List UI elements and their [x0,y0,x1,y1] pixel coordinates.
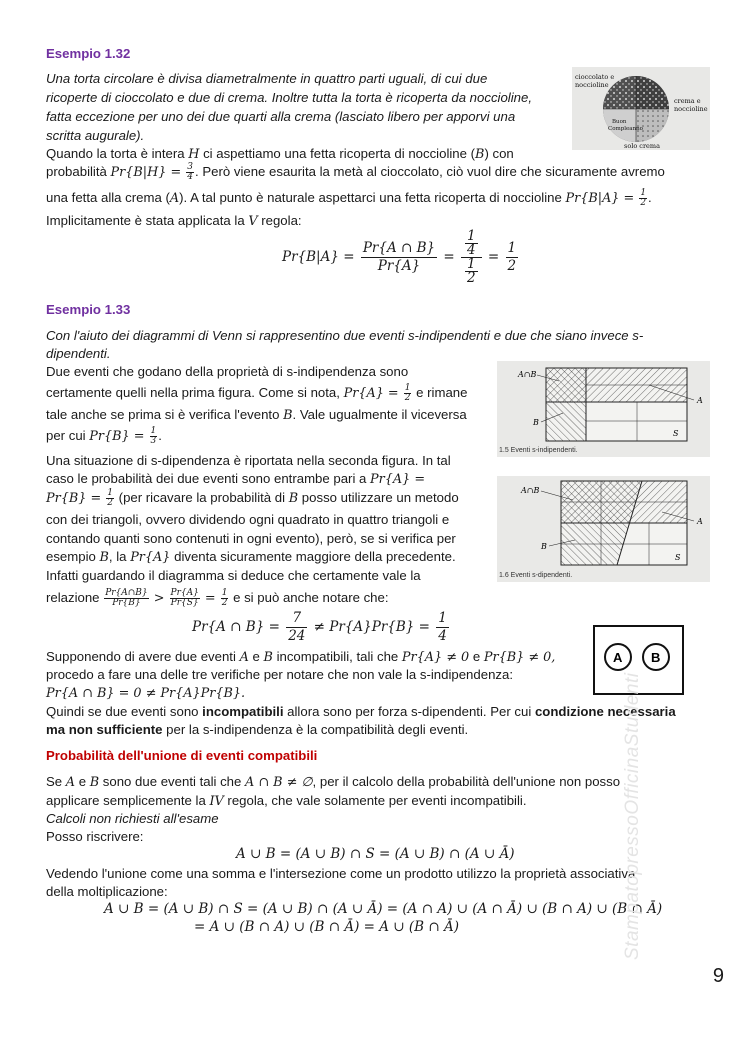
ex132-statement-line-4: scritta augurale). [46,128,145,143]
fig2-caption: 1.6 Eventi s-dipendenti. [499,572,573,579]
conditional-probability-equation: Pr{B|A} = $\frac{Pr\{A \cap B\}}{Pr\{A\}}$ = $\frac{\frac{1}{4}}{\frac{1}{2}}$ = $\frac{1}{2}$ [282,228,517,286]
ex133-text-line-8: con dei triangoli, ovvero dividendo ogni quadrato in quattro triangoli e [46,512,450,527]
cake-label-buon: Buon [612,119,627,125]
venn-figure-s-dependent [497,476,710,582]
cake-label-crema: crema e [674,97,701,105]
ex133-text-line-17: ma non sufficiente per la s-indipendenza è la compatibilità degli eventi. [46,722,469,737]
ex133-text-line-12: relazione $\frac{Pr\{A\cap B\}}{Pr\{B\}}$ > $\frac{Pr\{A\}}{Pr\{S\}}$ = $\frac{1}{2}$ e si può anche notare che: [46,588,389,609]
fig2-label-a: A [697,517,703,526]
union-text-line-5: Vedendo l'unione come una somma e l'intersezione come un prodotto utilizzo la proprietà associativa [46,866,636,881]
ex132-text-line-7: una fetta alla crema (A). A tal punto è naturale aspettarci una fetta ricoperta di noccioline Pr{B|A} = $\frac{1}{2}$ . [46,188,652,209]
cake-label-cioccolato: cioccolato e [575,73,615,81]
ex133-text-line-15: Pr{A ∩ B} = 0 ≠ Pr{A}Pr{B}. [46,686,246,701]
fig2-label-b: B [541,542,547,551]
union-equation-2: A ∪ B = (A ∪ B) ∩ S = (A ∪ B) ∩ (A ∪ Ā) = (A ∩ A) ∪ (A ∩ Ā) ∪ (B ∩ A) ∪ (B ∩ Ā) [104,901,663,917]
ex133-statement-line-2: dipendenti. [46,346,111,361]
fig1-label-b: B [533,418,539,427]
ex132-text-line-8: Implicitamente è stata applicata la V regola: [46,213,302,229]
ex133-text-line-4: per cui Pr{B} = $\frac{1}{3}$ . [46,426,162,447]
ex132-statement-line-1: Una torta circolare è divisa diametralmente in quattro parti uguali, di cui due [46,71,488,86]
venn-figure-s-independent [497,361,710,457]
ex132-text-line-6: probabilità Pr{B|H} = $\frac{3}{4}$ . Però viene esaurita la metà al cioccolato, ciò vuol dire che sicuramente avremo [46,162,665,183]
union-text-line-4: Posso riscrivere: [46,829,144,844]
cake-label-noccioline-1: noccioline [575,81,609,89]
ex133-text-line-3: tale anche se prima si è verifica l'evento B. Vale ugualmente il viceversa [46,407,467,423]
incompatible-label-b: B [651,650,661,665]
fig2-label-s: S [675,553,681,562]
page-number: 9 [712,965,724,987]
ex132-statement-line-2: ricoperte di cioccolato e due di crema. Inoltre tutta la torta è ricoperta da noccioline, [46,90,532,105]
union-equation-3: = A ∪ (B ∩ A) ∪ (B ∩ Ā) = A ∪ (B ∩ Ā) [194,919,459,935]
fig1-caption: 1.5 Eventi s-indipendenti. [499,447,578,454]
fig1-label-a-cap-b: A∩B [518,370,537,379]
union-text-line-1: Se A e B sono due eventi tali che A ∩ B ≠ ∅, per il calcolo della probabilità dell'unione non posso [46,774,621,790]
ex133-text-line-9: contando quanti sono contenuti in ogni evento), però, se si verifica per [46,531,456,546]
union-text-line-2: applicare semplicemente la IV regola, che vale solamente per eventi incompatibili. [46,793,527,809]
ex133-text-line-7: Pr{B} = $\frac{1}{2}$ (per ricavare la probabilità di B posso utilizzare un metodo [46,488,459,509]
union-text-line-6: della moltiplicazione: [46,884,168,899]
cake-label-solo-crema: solo crema [624,142,660,150]
example-1-33-heading: Esempio 1.33 [46,302,131,317]
ex133-statement-line-1: Con l'aiuto dei diagrammi di Venn si rappresentino due eventi s-indipendenti e due che siano invece s- [46,328,644,343]
ex132-statement-line-3: fatta eccezione per uno dei due quarti alla crema (lasciato libero per apporvi una [46,109,516,124]
ex133-text-line-13: Supponendo di avere due eventi A e B incompatibili, tali che Pr{A} ≠ 0 e Pr{B} ≠ 0, [46,649,556,665]
cake-label-noccioline-2: noccioline [674,105,708,113]
dependence-equation: Pr{A ∩ B} = $\frac{7}{24}$ ≠ Pr{A}Pr{B} = $\frac{1}{4}$ [192,610,447,644]
ex133-text-line-2: certamente quelli nella prima figura. Come si nota, Pr{A} = $\frac{1}{2}$ e rimane [46,383,468,404]
incompatible-label-a: A [613,650,623,665]
ex133-text-line-1: Due eventi che godano della proprietà di s-indipendenza sono [46,364,409,379]
union-text-line-3: Calcoli non richiesti all'esame [46,811,219,826]
fig2-label-a-cap-b: A∩B [521,486,540,495]
union-equation-1: A ∪ B = (A ∪ B) ∩ S = (A ∪ B) ∩ (A ∪ Ā) [236,846,515,862]
example-1-32-heading: Esempio 1.32 [46,46,131,61]
ex133-text-line-14: procedo a fare una delle tre verifiche per notare che non vale la s-indipendenza: [46,667,513,682]
cake-diagram-figure [572,67,710,150]
fig1-label-s: S [673,429,679,438]
union-section-heading: Probabilità dell'unione di eventi compatibili [46,748,318,763]
ex133-text-line-10: esempio B, la Pr{A} diventa sicuramente maggiore della precedente. [46,549,456,565]
ex133-text-line-16: Quindi se due eventi sono incompatibili allora sono per forza s-dipendenti. Per cui condizione necessaria [46,704,676,719]
watermark: StampatopressoOfficinaStudenti [622,672,643,960]
cake-label-compleanno: Compleanno [608,126,643,132]
ex132-text-line-5: Quando la torta è intera H ci aspettiamo una fetta ricoperta di noccioline (B) con [46,146,514,162]
ex133-text-line-11: Infatti guardando il diagramma si deduce che certamente vale la [46,568,421,583]
ex133-text-line-5: Una situazione di s-dipendenza è riportata nella seconda figura. In tal [46,453,451,468]
fig1-label-a: A [697,396,703,405]
ex133-text-line-6: caso le probabilità dei due eventi sono entrambe pari a Pr{A} = [46,471,426,487]
